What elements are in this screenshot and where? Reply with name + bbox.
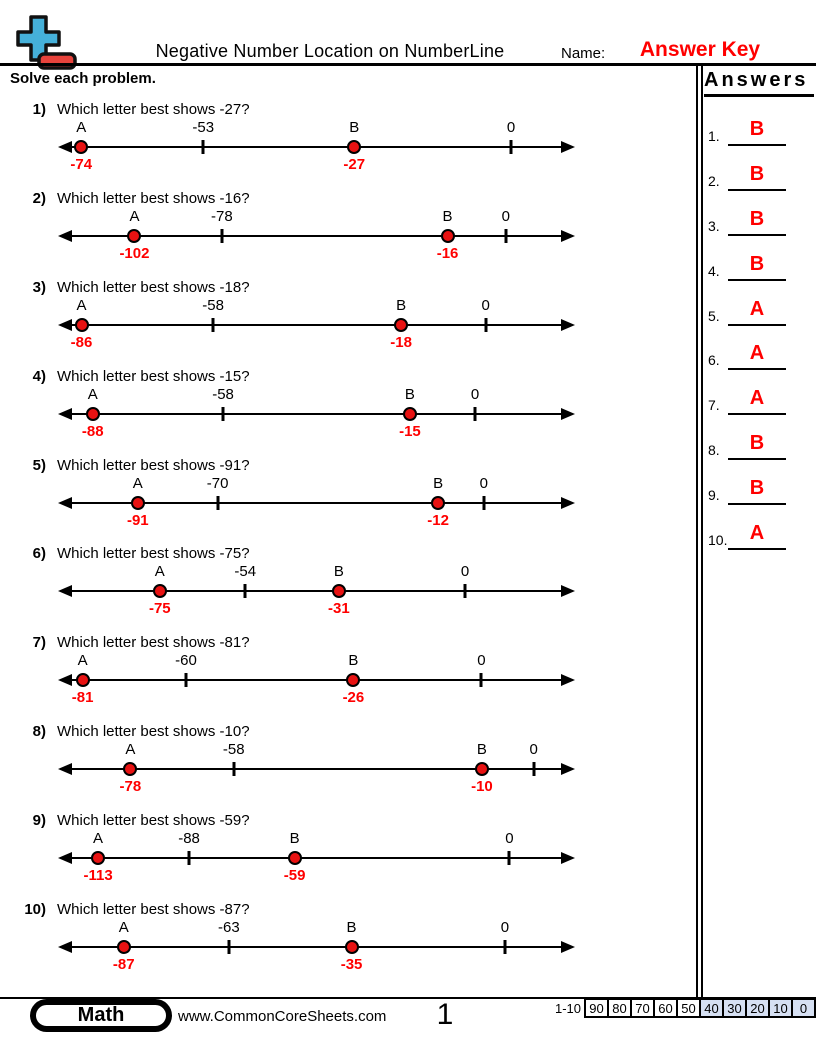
point-label: -78 <box>210 207 233 225</box>
tick-mark <box>244 584 247 598</box>
point-value-label: -18 <box>390 333 412 351</box>
number-line-axis <box>63 146 570 148</box>
answer-value: B <box>749 162 765 185</box>
problem-number: 7) <box>32 634 46 652</box>
point-label: A <box>76 119 87 136</box>
point-dot <box>74 140 88 154</box>
problem-question <box>0 812 250 829</box>
number-line <box>58 830 575 892</box>
tick-mark <box>212 318 215 332</box>
answer-number: 3. <box>708 217 720 234</box>
answer-value: A <box>749 342 765 365</box>
number-line-axis <box>63 590 570 592</box>
answer-value: A <box>749 522 765 545</box>
point-dot <box>131 496 145 510</box>
answer-value: B <box>749 118 765 140</box>
problem-question <box>0 190 250 207</box>
right-arrow-icon <box>561 408 575 420</box>
problem-question <box>0 545 250 562</box>
point-label: 0 <box>479 474 488 492</box>
answers-list <box>700 110 816 559</box>
answer-row <box>700 110 816 155</box>
problem-question-text: Which letter best shows -81? <box>57 634 250 652</box>
answer-number: 1. <box>708 128 720 144</box>
problem-question-text: Which letter best shows -18? <box>57 278 250 296</box>
point-label: B <box>346 919 357 937</box>
point-value-label: -27 <box>343 156 366 173</box>
score-cell: 20 <box>745 998 770 1018</box>
point-dot <box>345 940 359 954</box>
answer-blank-line <box>728 144 786 146</box>
problem-number: 5) <box>32 456 46 474</box>
problem-number: 9) <box>32 812 46 830</box>
problem-question-text: Which letter best shows -27? <box>57 101 250 118</box>
point-label: 0 <box>501 207 510 225</box>
tick-mark <box>510 140 513 154</box>
answer-row <box>700 469 816 514</box>
left-arrow-icon <box>58 941 72 953</box>
problem <box>0 366 697 455</box>
worksheet-title: Negative Number Location on NumberLine <box>155 41 505 61</box>
tick-mark <box>484 318 487 332</box>
number-line <box>58 741 575 803</box>
instructions-text: Solve each problem. <box>10 70 156 87</box>
point-label: B <box>396 296 407 314</box>
problem-question <box>0 368 250 385</box>
answer-row <box>700 200 816 245</box>
score-cell: 0 <box>791 998 816 1018</box>
point-label: A <box>77 652 88 670</box>
tick-mark <box>480 673 483 687</box>
tick-mark <box>482 496 485 510</box>
number-line <box>58 297 575 359</box>
right-arrow-icon <box>561 674 575 686</box>
point-value-label: -113 <box>83 867 113 885</box>
point-label: -58 <box>222 741 245 759</box>
score-range-label: 1-10 <box>554 1001 581 1016</box>
point-dot <box>75 318 89 332</box>
point-label: A <box>132 474 143 492</box>
answer-blank-line <box>728 368 786 370</box>
problem-question <box>0 101 250 118</box>
left-arrow-icon <box>58 497 72 509</box>
score-cell: 10 <box>768 998 793 1018</box>
point-value-label: -75 <box>148 600 171 618</box>
problem <box>0 810 697 899</box>
answer-blank-line <box>728 503 786 505</box>
problems-list <box>0 99 697 988</box>
point-value-label: -86 <box>70 333 93 351</box>
problem-number: 6) <box>32 545 46 563</box>
point-value-label: -31 <box>328 600 350 618</box>
header-rule <box>0 63 816 66</box>
score-cell: 80 <box>607 998 632 1018</box>
point-value-label: -15 <box>399 422 421 440</box>
tick-mark <box>220 229 223 243</box>
number-line <box>58 208 575 270</box>
point-label: B <box>433 474 444 492</box>
point-value-label: -81 <box>71 689 94 707</box>
problem <box>0 632 697 721</box>
right-arrow-icon <box>561 141 575 153</box>
point-value-label: -16 <box>436 244 459 262</box>
point-dot <box>127 229 141 243</box>
answer-row <box>700 424 816 469</box>
answer-number: 10. <box>708 532 728 549</box>
problem-question-text: Which letter best shows -16? <box>57 189 250 207</box>
problem <box>0 188 697 277</box>
answer-value: B <box>749 252 765 275</box>
point-dot <box>86 407 100 421</box>
tick-mark <box>504 229 507 243</box>
problem-number: 4) <box>32 367 46 385</box>
point-label: 0 <box>470 385 480 403</box>
point-dot <box>332 584 346 598</box>
problem <box>0 455 697 544</box>
point-value-label: -91 <box>126 511 149 529</box>
answer-number: 5. <box>708 307 720 324</box>
point-label: -54 <box>234 563 257 581</box>
answer-blank-line <box>728 548 786 550</box>
point-value-label: -88 <box>81 422 104 440</box>
point-label: A <box>125 741 136 759</box>
plus-minus-logo-icon <box>14 13 80 78</box>
right-arrow-icon <box>561 319 575 331</box>
score-cell: 60 <box>653 998 678 1018</box>
page-number: 1 <box>436 998 454 1031</box>
answer-row <box>700 245 816 290</box>
right-arrow-icon <box>561 497 575 509</box>
point-label: B <box>349 119 360 136</box>
point-label: A <box>93 830 104 848</box>
answer-value: A <box>749 297 765 320</box>
answer-number: 7. <box>708 397 720 414</box>
left-arrow-icon <box>58 319 72 331</box>
score-cell: 90 <box>584 998 609 1018</box>
problem-number: 2) <box>32 189 46 207</box>
left-arrow-icon <box>58 585 72 597</box>
point-label: 0 <box>505 830 514 848</box>
right-arrow-icon <box>561 585 575 597</box>
point-label: A <box>154 563 165 581</box>
problem-number: 3) <box>32 278 46 296</box>
point-dot <box>288 851 302 865</box>
tick-mark <box>216 496 219 510</box>
answer-number: 2. <box>708 172 720 189</box>
point-label: -60 <box>175 652 197 670</box>
problem <box>0 543 697 632</box>
left-arrow-icon <box>58 674 72 686</box>
point-value-label: -35 <box>340 956 363 974</box>
answer-blank-line <box>728 189 786 191</box>
point-dot <box>441 229 455 243</box>
left-arrow-icon <box>58 230 72 242</box>
tick-mark <box>508 851 511 865</box>
point-label: A <box>87 385 98 403</box>
answer-value: A <box>749 387 765 410</box>
point-value-label: -74 <box>70 156 93 173</box>
number-line <box>58 563 575 625</box>
point-dot <box>475 762 489 776</box>
point-label: B <box>404 385 415 403</box>
number-line-axis <box>63 413 570 415</box>
number-line-axis <box>63 324 570 326</box>
answer-number: 8. <box>708 442 720 459</box>
point-value-label: -102 <box>119 244 150 262</box>
number-line-axis <box>63 857 570 859</box>
point-label: -58 <box>202 296 224 314</box>
answer-blank-line <box>728 324 786 326</box>
number-line <box>58 652 575 714</box>
point-value-label: -87 <box>112 956 135 974</box>
point-label: 0 <box>477 652 486 670</box>
number-line-axis <box>63 946 570 948</box>
answer-row <box>700 290 816 335</box>
point-dot <box>153 584 167 598</box>
answer-value: B <box>749 207 765 230</box>
answer-blank-line <box>728 234 786 236</box>
point-dot <box>91 851 105 865</box>
problem-number: 10) <box>24 901 46 919</box>
tick-mark <box>222 407 225 421</box>
left-arrow-icon <box>58 763 72 775</box>
right-arrow-icon <box>561 941 575 953</box>
score-table <box>555 998 816 1018</box>
point-dot <box>76 673 90 687</box>
right-arrow-icon <box>561 763 575 775</box>
answer-number: 9. <box>708 487 720 504</box>
point-label: 0 <box>460 563 470 581</box>
problem-question <box>0 901 250 918</box>
point-label: 0 <box>481 296 490 314</box>
score-cell: 70 <box>630 998 655 1018</box>
answer-value: B <box>749 477 765 500</box>
answer-key-label: Answer Key <box>639 38 761 61</box>
answer-number: 6. <box>708 352 720 369</box>
point-dot <box>346 673 360 687</box>
problem-question <box>0 279 250 296</box>
answer-row <box>700 334 816 379</box>
tick-mark <box>227 940 230 954</box>
tick-mark <box>185 673 188 687</box>
point-label: -58 <box>212 385 234 403</box>
point-value-label: -59 <box>283 867 306 885</box>
right-arrow-icon <box>561 852 575 864</box>
point-dot <box>403 407 417 421</box>
point-label: -53 <box>192 119 215 136</box>
point-label: B <box>289 830 300 848</box>
number-line <box>58 386 575 448</box>
point-label: B <box>476 741 487 759</box>
answer-value: B <box>749 432 765 455</box>
answers-panel-title: Answers <box>704 69 814 97</box>
problem-question-text: Which letter best shows -59? <box>57 812 250 830</box>
tick-mark <box>188 851 191 865</box>
point-label: B <box>333 563 344 581</box>
problem <box>0 277 697 366</box>
point-label: A <box>76 296 87 314</box>
math-badge-label: Math <box>33 1002 169 1029</box>
tick-mark <box>464 584 467 598</box>
tick-mark <box>474 407 477 421</box>
left-arrow-icon <box>58 408 72 420</box>
problem-number: 8) <box>32 723 46 741</box>
answer-blank-line <box>728 279 786 281</box>
number-line <box>58 475 575 537</box>
answer-row <box>700 155 816 200</box>
answer-row <box>700 514 816 559</box>
point-label: B <box>348 652 359 670</box>
point-label: -63 <box>218 919 240 937</box>
problem-question-text: Which letter best shows -10? <box>57 723 250 741</box>
point-value-label: -26 <box>342 689 365 707</box>
number-line-axis <box>63 768 570 770</box>
answer-row <box>700 379 816 424</box>
problem-question <box>0 723 250 740</box>
problem-question-text: Which letter best shows -91? <box>57 456 250 474</box>
number-line <box>58 119 575 181</box>
point-label: -88 <box>178 830 200 848</box>
tick-mark <box>232 762 235 776</box>
point-value-label: -78 <box>119 778 142 796</box>
number-line <box>58 919 575 981</box>
left-arrow-icon <box>58 141 72 153</box>
name-label: Name: <box>561 45 606 62</box>
tick-mark <box>202 140 205 154</box>
point-label: -70 <box>206 474 229 492</box>
problem-question-text: Which letter best shows -15? <box>57 367 250 385</box>
problem <box>0 899 697 988</box>
problem-number: 1) <box>32 101 46 118</box>
website-text: www.CommonCoreSheets.com <box>178 1008 387 1025</box>
answer-blank-line <box>728 458 786 460</box>
math-badge <box>30 999 172 1032</box>
score-cell: 40 <box>699 998 724 1018</box>
point-dot <box>394 318 408 332</box>
answer-number: 4. <box>708 262 720 279</box>
left-arrow-icon <box>58 852 72 864</box>
problem-question-text: Which letter best shows -75? <box>57 545 250 563</box>
point-value-label: -10 <box>471 778 493 796</box>
point-label: A <box>129 207 140 225</box>
score-cell: 30 <box>722 998 747 1018</box>
problem <box>0 99 697 188</box>
point-label: 0 <box>506 119 516 136</box>
right-arrow-icon <box>561 230 575 242</box>
point-label: A <box>118 919 129 937</box>
number-line-axis <box>63 679 570 681</box>
answer-blank-line <box>728 413 786 415</box>
score-cell: 50 <box>676 998 701 1018</box>
problem-question-text: Which letter best shows -87? <box>57 901 250 919</box>
point-dot <box>123 762 137 776</box>
problem <box>0 721 697 810</box>
problem-question <box>0 457 250 474</box>
point-dot <box>347 140 361 154</box>
tick-mark <box>532 762 535 776</box>
point-dot <box>117 940 131 954</box>
problem-question <box>0 634 250 651</box>
point-label: B <box>442 207 453 225</box>
tick-mark <box>503 940 506 954</box>
point-value-label: -12 <box>427 511 449 529</box>
point-label: 0 <box>500 919 510 937</box>
point-label: 0 <box>529 741 538 759</box>
point-dot <box>431 496 445 510</box>
